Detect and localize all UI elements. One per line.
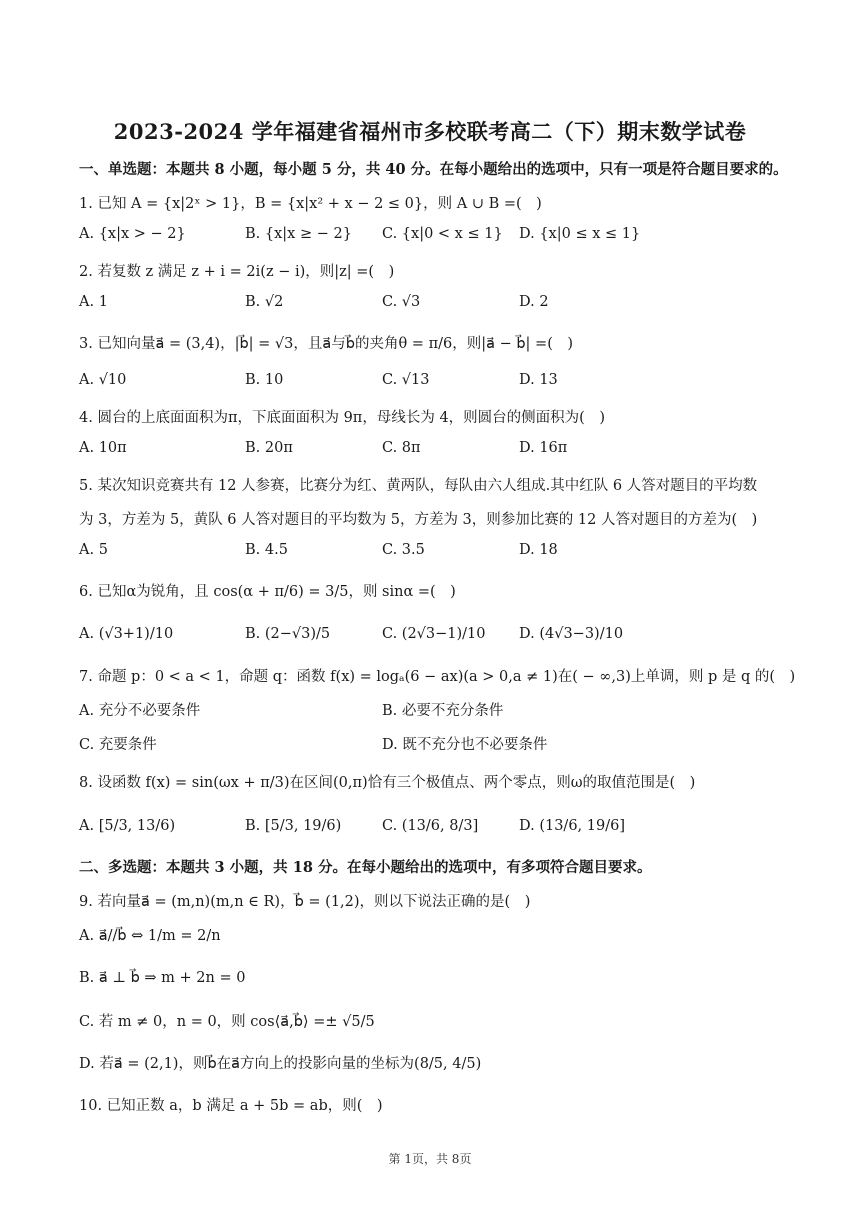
q1-option-c: C. {x|0 < x ≤ 1} bbox=[382, 226, 503, 242]
q5-option-a: A. 5 bbox=[79, 542, 108, 558]
q8-option-c: C. (13/6, 8/3] bbox=[382, 818, 479, 834]
q6-option-c: C. (2√3−1)/10 bbox=[382, 626, 486, 642]
page-footer: 第 1页，共 8页 bbox=[388, 1152, 472, 1166]
q2-option-a: A. 1 bbox=[79, 294, 108, 310]
section-single-choice: 一、单选题：本题共 8 小题，每小题 5 分，共 40 分。在每小题给出的选项中，只有一项是符合题目要求的。 bbox=[79, 161, 788, 178]
q7-option-c: C. 充要条件 bbox=[79, 737, 157, 753]
q7-option-d: D. 既不充分也不必要条件 bbox=[382, 737, 548, 753]
q3-option-d: D. 13 bbox=[519, 372, 558, 388]
section-multiple-choice: 二、多选题：本题共 3 小题，共 18 分。在每小题给出的选项中，有多项符合题目要求。 bbox=[79, 859, 652, 876]
q1-stem: 1. 已知 A = {x|2ˣ > 1}，B = {x|x² + x − 2 ≤ 0}，则 A ∪ B =( ) bbox=[79, 196, 542, 212]
q5-option-d: D. 18 bbox=[519, 542, 558, 558]
q5-stem-line1: 5. 某次知识竞赛共有 12 人参赛，比赛分为红、黄两队，每队由六人组成.其中红队 6 人答对题目的平均数 bbox=[79, 478, 758, 494]
q8-option-d: D. (13/6, 19/6] bbox=[519, 818, 625, 834]
q5-option-c: C. 3.5 bbox=[382, 542, 425, 558]
q6-option-a: A. (√3+1)/10 bbox=[79, 626, 174, 642]
q6-option-d: D. (4√3−3)/10 bbox=[519, 626, 624, 642]
q4-option-c: C. 8π bbox=[382, 440, 421, 456]
q3-option-b: B. 10 bbox=[245, 372, 284, 388]
q2-option-d: D. 2 bbox=[519, 294, 549, 310]
q4-option-b: B. 20π bbox=[245, 440, 293, 456]
q4-option-d: D. 16π bbox=[519, 440, 568, 456]
q5-option-b: B. 4.5 bbox=[245, 542, 288, 558]
q9-option-b: B. a⃗ ⊥ b⃗ ⇒ m + 2n = 0 bbox=[79, 970, 246, 986]
q3-option-a: A. √10 bbox=[79, 372, 127, 388]
q1-option-b: B. {x|x ≥ − 2} bbox=[245, 226, 352, 242]
q10-stem: 10. 已知正数 a，b 满足 a + 5b = ab，则( ) bbox=[79, 1098, 383, 1114]
q2-option-b: B. √2 bbox=[245, 294, 284, 310]
q9-option-d: D. 若a⃗ = (2,1)，则b⃗在a⃗方向上的投影向量的坐标为(8/5, 4/5) bbox=[79, 1056, 482, 1072]
q4-option-a: A. 10π bbox=[79, 440, 127, 456]
q1-option-d: D. {x|0 ≤ x ≤ 1} bbox=[519, 226, 641, 242]
q3-stem: 3. 已知向量a⃗ = (3,4)，|b⃗| = √3，且a⃗与b⃗的夹角θ = π/6，则|a⃗ − b⃗| =( ) bbox=[79, 336, 574, 352]
q1-option-a: A. {x|x > − 2} bbox=[79, 226, 186, 242]
q5-stem-line2: 为 3，方差为 5，黄队 6 人答对题目的平均数为 5，方差为 3，则参加比赛的 12 人答对题目的方差为( ) bbox=[79, 512, 758, 528]
q9-option-c: C. 若 m ≠ 0，n = 0，则 cos⟨a⃗,b⃗⟩ =± √5/5 bbox=[79, 1014, 375, 1030]
page-title: 2023-2024 学年福建省福州市多校联考高二（下）期末数学试卷 bbox=[113, 119, 747, 144]
q7-option-a: A. 充分不必要条件 bbox=[79, 703, 201, 719]
q9-stem: 9. 若向量a⃗ = (m,n)(m,n ∈ R)，b⃗ = (1,2)，则以下说法正确的是( ) bbox=[79, 894, 531, 910]
q9-option-a: A. a⃗//b⃗ ⇔ 1/m = 2/n bbox=[79, 928, 221, 944]
q7-stem: 7. 命题 p：0 < a < 1，命题 q：函数 f(x) = logₐ(6 − ax)(a > 0,a ≠ 1)在( − ∞,3)上单调，则 p 是 q 的( ) bbox=[79, 669, 796, 685]
q2-stem: 2. 若复数 z 满足 z + i = 2i(z − i)，则|z| =( ) bbox=[79, 264, 395, 280]
q3-option-c: C. √13 bbox=[382, 372, 430, 388]
q7-option-b: B. 必要不充分条件 bbox=[382, 703, 504, 719]
q2-option-c: C. √3 bbox=[382, 294, 421, 310]
q6-option-b: B. (2−√3)/5 bbox=[245, 626, 331, 642]
q8-option-b: B. [5/3, 19/6) bbox=[245, 818, 342, 834]
q4-stem: 4. 圆台的上底面面积为π，下底面面积为 9π，母线长为 4，则圆台的侧面积为( ) bbox=[79, 410, 605, 426]
q8-stem: 8. 设函数 f(x) = sin(ωx + π/3)在区间(0,π)恰有三个极值点、两个零点，则ω的取值范围是( ) bbox=[79, 775, 696, 791]
q8-option-a: A. [5/3, 13/6) bbox=[79, 818, 176, 834]
q6-stem: 6. 已知α为锐角，且 cos(α + π/6) = 3/5，则 sinα =( ) bbox=[79, 584, 456, 600]
